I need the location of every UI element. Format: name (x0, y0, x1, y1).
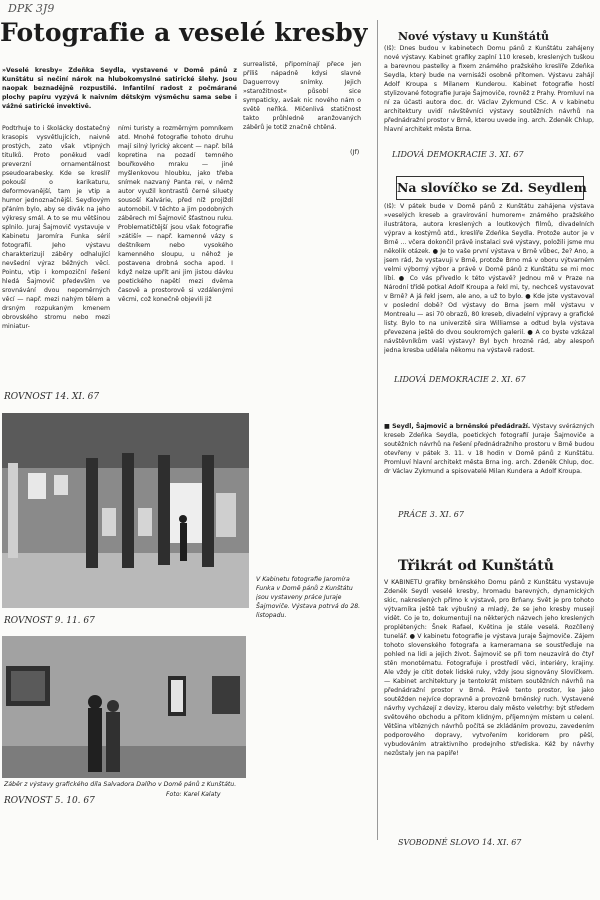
clip-label-right4: SVOBODNÉ SLOVO 14. XI. 67 (398, 838, 522, 847)
gallery-interior-image (2, 413, 249, 608)
right2-headline-box (396, 176, 587, 200)
column-divider (377, 20, 378, 840)
right1-body: (Iš): Dnes budou v kabinetech Domu pánů z Kunštátu zahájeny nové výstavy. Kabinet grafiky zaplní 110 kreseb, kreslených tuškou a barevnou pastelky a fixem známého pražského kreslíře Zdeňka Seydla, který bude na vernisáži osobně přítomen. Výstavu zahájí Adolf Kroupa s Milanem Kunderou. Kabinet fotografie hostí stylizované fotografie Juraje Šajmoviče, rovněž z Prahy. Promluví na ní za účasti autora doc. dr. Václav Zykmund CSc. A v kabinetu architektury uvidí návštěvníci výstavy soutěžních návrhů na přednádražní prostor v Brně, kterou uvede ing. arch. Zdeněk Chlup, hlavní architekt města Brna. (384, 45, 594, 133)
left-author-mark: (Jf) (350, 148, 360, 156)
right4-body: V KABINETU grafiky brněnského Domu pánů z Kunštátu vystavuje Zdeněk Seydl veselé kresby, hromadu barevných, dynamických skic, nakreslených přímo k výstavě, pro Brňany. Svět je pro tohoto výtvarníka ještě tak výbušný a mladý, že se jeho kresby musejí vidět. Co je to, dokumentují na některých názvech jeho kreslených proplétených: Šnek Rafael, Květina je stále veselá. Rozčílený tunelář. ● V kabinetu fotografie je výstava Juraje Šajmoviče. Zájem tohoto slovenského fotografa a kameramana se soustřeďuje na pohled na lidi a jejich život. Šajmovič se při tom neuzavírá do čtyř stěn monotématu. Fotografuje i prostředí věci, interiéry, krajiny. Ale vždy je cítit dotek lidské ruky, vždy jsou signovány Slovíčkem. — Kabinet architektury je tentokrát místem soutěžních návrhů na přednádražní prostor v Brně. Právě tento prostor, ke jako soutěžden nejvíce dopravně a provozně brněnský ruch. Vystavené návrhy vycházejí z devizy, kterou daly město veletrhy: být středem světového obchodu a přitom klidným, příjemným místem u celení. Většina vítězných návrhů počítá se zkládáním provozu, zavedením podporového dopravy, vytvořením koridorem pro pěší, vybudováním atraktivního prodejního střediska. Kéž by návrhy nezůstaly jen na papíře! (384, 579, 594, 757)
clip-label-right1: LIDOVÁ DEMOKRACIE 3. XI. 67 (392, 150, 524, 159)
photo-kabinet-fotografie (2, 413, 249, 608)
left-headline: Fotografie a veselé kresby (0, 18, 368, 47)
archive-mark: DPK 3J9 (8, 2, 55, 15)
photo-dali-exhibition (2, 636, 246, 778)
right3-lead: ■ Seydl, Šajmovič a brněnské předádraží. (384, 423, 531, 430)
clip-label-left1: ROVNOST 14. XI. 67 (4, 392, 100, 402)
clip-label-right3: PRÁCE 3. XI. 67 (398, 510, 464, 519)
photo2-caption: Záběr z výstavy grafického díla Salvadora Dalího v Domě pánů z Kunštátu. (4, 781, 237, 788)
dali-exhibition-image (2, 636, 246, 778)
right1-headline: Nové výstavy u Kunštátů (398, 30, 550, 43)
right3-body: Výstavy svérázných kreseb Zdeňka Seydla, poetických fotografií Juraje Šajmoviče a soutěžních návrhů na řešení přednádražního prostoru v Brně budou otevřeny v pátek 3. 11. v 18 hodin v Domě pánů z Kunštátu. Promluví hlavní architekt města Brna ing. arch. Zdeněk Chlup, doc. dr Václav Zykmund a spisovatelé Milan Kundera a Adolf Kroupa. (384, 423, 594, 475)
left-col1: Podtrhuje to i školácky dostatečný krasopis vysvětlujících, naivně prostých, zato však vtipných titulků. Proto poněkud vadí preverzní ornamentálnost pseudoarabesky. Kde se kreslíř pokouší o karikaturu, deformovanější, tam je vtip a humor jednoznačnější. Seydlovým přáním bylo, aby se divák na jeho výkresy smál. A to se mu většinou splnilo. Juraj Šajmovič vystavuje v Kabinetu Jaromíra Funka sérií fotografií. Jeho výstavu charakterizují záběry odhalující nevšední výraz běžných věcí. Pointu, vtip i kompoziční řešení hledá Šajmovič především ve srovnávání dvou nepoměrných věcí — např. mezi nahým tělem a drsným rozpukaným kmenem obrovského stromu nebo mezi miniatur- (2, 125, 110, 330)
right2-body: (Iš): V pátek bude v Domě pánů z Kunštátu zahájena výstava »veselých kreseb a gravírování humorem« známého pražského ilustrátora, autora kreslených a loutkových filmů, divadelních výprav a kostýmů atd., kreslíře Zdeňka Seydla. Protože autor je v Brně ... včera dokončil právě instalaci své výstavy, položili jsme mu několik otázek. ● Je to vaše první výstava v Brně vůbec, že? Ano, a jsem rád, že vystavuji v Brně, protože Brno má v oboru výtvarném velmi výborný výbor a právě v Domě pánů z Kunštátu se mi moc líbí. ● Co vás přivedlo k této výstavě? Jednou mě v Praze na Národní třídě potkal Adolf Kroupa a řekl mi, ty, nechceš vystavovat v Brně? A já řekl jsem, ale ano, a už to bylo. ● Kde jste vystavoval v poslední době? Od výstavy do Brna jsem měl výstavu v Montrealu — asi 70 obrazů, 80 kreseb, divadelní výpravy a grafické listy. Bylo to na univerzitě sira Williamse a odtud byla výstava převezena ještě do dvou soukromých galerií. ● A co byste vzkázal návštěvníkům vaší výstavy? Byl bych hrozně rád, aby alespoň jedna kresba udělala někomu na výstavě radost. (384, 203, 594, 354)
left-col2: ními turisty a rozměrným pomníkem atd. Mnohé fotografie tohoto druhu mají silný lyrický akcent — např. bílá kopretina na pozadí temného bouřkového mraku — jiné myšlenkovou hloubku, jako třeba snímek nazvaný Panta rei, v němž autor využil kontrastů černé siluety sousoší Kalvárie, před níž projíždí automobil. V těchto a jim podobných záběrech mí Šajmovič šťastnou ruku. Problematičtější jsou však fotografie »zátiší« — např. kamenné vázy s deštníkem nebo vysokého kamenného sloupu, u něhož je postavena drobná socha apod. I když nelze upřít ani jim jistou dávku poetického napětí mezi dvěma časově a prostorově si vzdálenými věcmi, což konečně objevili již (118, 125, 233, 303)
right3-article (384, 422, 594, 516)
left-col3: surrealisté, připomínají přece jen příliš nápadně kdysi slavné Daguerrovy snímky. Jejich »starožitnost« působí sice sympaticky, avšak nic nového nám o světě neříká. Mičenlivá statičnost takto průhledně aranžovaných záběrů je totiž značně chtěná. (243, 61, 361, 131)
right4-headline: Třikrát od Kunštátů (398, 558, 554, 574)
clip-label-left3: ROVNOST 5. 10. 67 (4, 796, 95, 806)
clip-label-right2: LIDOVÁ DEMOKRACIE 2. XI. 67 (394, 375, 526, 384)
photo1-caption: V Kabinetu fotografie Jaromíra Funka v Domě pánů z Kunštátu jsou vystaveny práce Juraje Šajmoviče. Výstava potrvá do 28. listopadu. (256, 576, 361, 619)
clip-label-left2: ROVNOST 9. 11. 67 (4, 616, 95, 626)
left-lead: »Veselé kresby« Zdeňka Seydla, vystavené v Domě pánů z Kunštátu si nečiní nárok na hlubokomyslné satirické šlehy. Jsou naopak beznadějně rozpustilé. Infantilní radost z počmárané plochy papíru vyzývá k naivním dětským výsměchu sama sebe i vážné satirické invektivě. (2, 67, 237, 110)
photo2-credit: Foto: Karel Kalaty (166, 791, 221, 798)
right2-headline: Na slovíčko se Zd. Seydlem (397, 180, 587, 195)
